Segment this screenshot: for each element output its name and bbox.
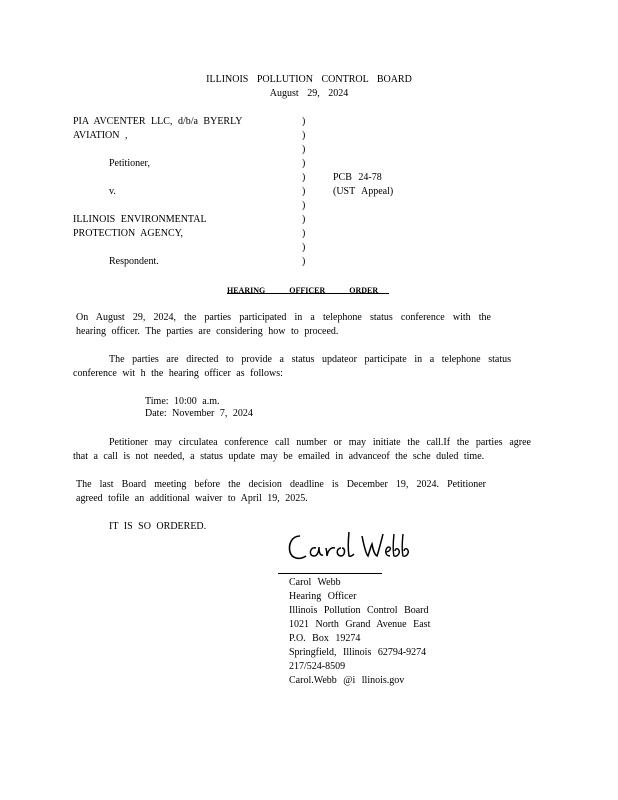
paren: ) [302, 130, 306, 141]
signer-street: 1021 North Grand Avenue East [289, 619, 431, 630]
agency-heading: ILLINOIS POLLUTION CONTROL BOARD [206, 74, 412, 85]
paren: ) [302, 256, 306, 267]
handwritten-signature [286, 528, 416, 568]
signer-organization: Illinois Pollution Control Board [289, 605, 429, 616]
respondent-role: Respondent. [109, 256, 159, 267]
title-underline [227, 293, 389, 294]
paren: ) [302, 144, 306, 155]
paren: ) [302, 186, 306, 197]
case-number: PCB 24-78 [333, 172, 382, 183]
paragraph-5: IT IS SO ORDERED. [109, 521, 207, 532]
signer-name: Carol Webb [289, 577, 341, 588]
paren: ) [302, 116, 306, 127]
respondent-name-line1: ILLINOIS ENVIRONMENTAL [73, 214, 207, 225]
signer-city: Springfield, Illinois 62794-9274 [289, 647, 427, 658]
order-date: August 29, 2024 [269, 88, 349, 99]
paragraph-3: Petitioner may circulatea conference call number or may initiate the call.If the parties agree that a call is not needed, a status update may be emailed in advanceof the sche duled time. [73, 437, 531, 462]
paren: ) [302, 172, 306, 183]
case-type: (UST Appeal) [333, 186, 394, 197]
petitioner-role: Petitioner, [109, 158, 150, 169]
paren: ) [302, 242, 306, 253]
signature-block [289, 576, 430, 688]
petitioner-name-line2: AVIATION , [73, 130, 128, 141]
paren: ) [302, 158, 306, 169]
signature-line [278, 573, 382, 574]
conference-time: Time: 10:00 a.m. [145, 396, 220, 407]
paren: ) [302, 214, 306, 225]
signer-phone: 217/524-8509 [289, 661, 346, 672]
versus: v. [109, 186, 116, 197]
signer-po-box: P.O. Box 19274 [289, 633, 361, 644]
paragraph-2: The parties are directed to provide a status updateor participate in a telephone status conference wit h the hearing officer as follows: [73, 354, 511, 379]
paren: ) [302, 200, 306, 211]
paragraph-1: On August 29, 2024, the parties participated in a telephone status conference with the hearing officer. The parties are considering how to proceed. [76, 312, 491, 337]
respondent-name-line2: PROTECTION AGENCY, [73, 228, 184, 239]
paren: ) [302, 228, 306, 239]
order-title: HEARING OFFICER ORDER [227, 286, 379, 295]
caption-paren-column [302, 115, 310, 269]
petitioner-name-line1: PIA AVCENTER LLC, d/b/a BYERLY [73, 116, 243, 127]
paragraph-4: The last Board meeting before the decision deadline is December 19, 2024. Petitioner agreed tofile an additional waiver to April 19, 2025. [76, 479, 486, 504]
conference-date: Date: November 7, 2024 [145, 408, 253, 419]
signer-email[interactable]: Carol.Webb @i llinois.gov [289, 675, 405, 686]
signer-title: Hearing Officer [289, 591, 357, 602]
